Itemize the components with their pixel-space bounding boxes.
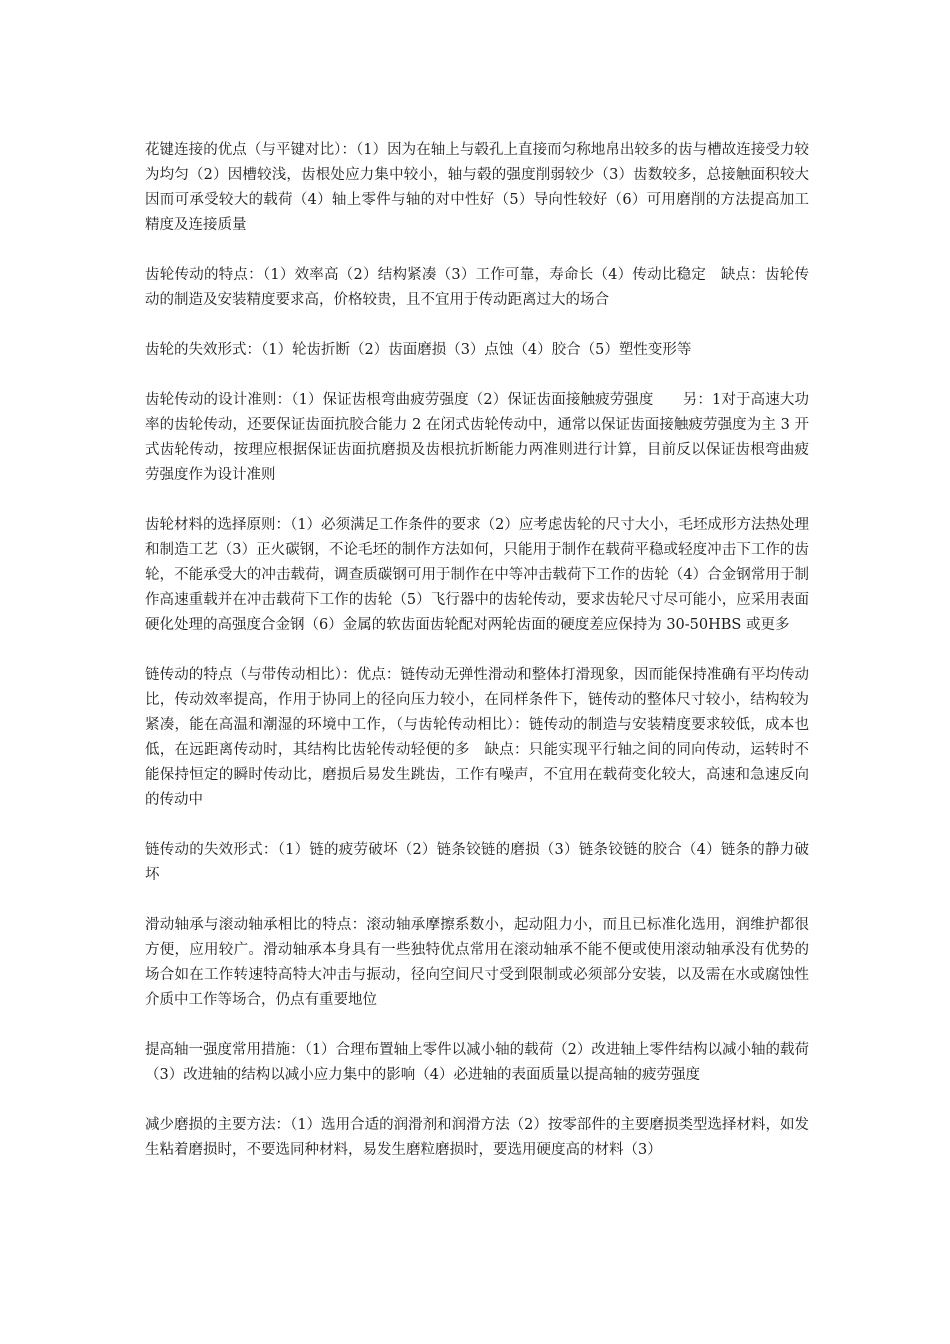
paragraph-bearing-comparison: 滑动轴承与滚动轴承相比的特点：滚动轴承摩擦系数小，起动阻力小，而且已标准化选用，润维护都很方便，应用较广。滑动轴承本身具有一些独特优点常用在滚动轴承不能不便或使用滚动轴承没有优势的场合如在工作转速特高特大冲击与振动，径向空间尺寸受到限制或必须部分安装，以及需在水或腐蚀性介质中工作等场合，仍点有重要地位 (145, 917, 809, 1008)
paragraph-gear-failure-modes: 齿轮的失效形式：（1）轮齿折断（2）齿面磨损（3）点蚀（4）胶合（5）塑性变形等 (145, 342, 692, 358)
paragraph-spline-advantages: 花键连接的优点（与平键对比）：（1）因为在轴上与毂孔上直接而匀称地帛出较多的齿与槽故连接受力较为均匀（2）因槽较浅，齿根处应力集中较小，轴与毂的强度削弱较少（3）齿数较多，总接触面积较大因而可承受较大的载荷（4）轴上零件与轴的对中性好（5）导向性较好（6）可用磨削的方法提高加工精度及连接质量 (145, 142, 809, 233)
paragraph-wear-reduction-methods: 减少磨损的主要方法：（1）选用合适的润滑剂和润滑方法（2）按零部件的主要磨损类型选择材料，如发生粘着磨损时，不要选同种材料，易发生磨粒磨损时，要选用硬度高的材料（3） (145, 1117, 809, 1158)
paragraph-gear-transmission-features: 齿轮传动的特点：（1）效率高（2）结构紧凑（3）工作可靠，寿命长（4）传动比稳定 缺点：齿轮传动的制造及安装精度要求高，价格较贵，且不宜用于传动距离过大的场合 (145, 267, 809, 308)
paragraph-gear-design-criteria: 齿轮传动的设计准则：（1）保证齿根弯曲疲劳强度（2）保证齿面接触疲劳强度 另：1对于高速大功率的齿轮传动，还要保证齿面抗胶合能力 2 在闭式齿轮传动中，通常以保证齿面接触疲劳强度为主 3 开式齿轮传动，按理应根据保证齿面抗磨损及齿根抗折断能力两准则进行计算，目前反以保证齿根弯曲疲劳强度作为设计准则 (145, 392, 809, 483)
document-body (145, 138, 809, 1188)
paragraph-shaft-strength-measures: 提高轴一强度常用措施：（1）合理布置轴上零件以减小轴的载荷（2）改进轴上零件结构以减小轴的载荷（3）改进轴的结构以减小应力集中的影响（4）必进轴的表面质量以提高轴的疲劳强度 (145, 1042, 809, 1083)
paragraph-chain-failure-modes: 链传动的失效形式：（1）链的疲劳破坏（2）链条铰链的磨损（3）链条铰链的胶合（4）链条的静力破坏 (145, 842, 809, 883)
paragraph-chain-transmission-features: 链传动的特点（与带传动相比）：优点：链传动无弹性滑动和整体打滑现象，因而能保持准确有平均传动比，传动效率提高，作用于协同上的径向压力较小，在同样条件下，链传动的整体尺寸较小，结构较为紧凑，能在高温和潮湿的环境中工作，（与齿轮传动相比）：链传动的制造与安装精度要求较低，成本也低，在远距离传动时，其结构比齿轮传动轻便的多 缺点：只能实现平行轴之间的同向传动，运转时不能保持恒定的瞬时传动比，磨损后易发生跳齿，工作有噪声，不宜用在载荷变化较大，高速和急速反向的传动中 (145, 667, 809, 808)
paragraph-gear-material-selection: 齿轮材料的选择原则：（1）必须满足工作条件的要求（2）应考虑齿轮的尺寸大小，毛坯成形方法热处理和制造工艺（3）正火碳钢，不论毛坯的制作方法如何，只能用于制作在载荷平稳或轻度冲击下工作的齿轮，不能承受大的冲击载荷，调查质碳钢可用于制作在中等冲击载荷下工作的齿轮（4）合金钢常用于制作高速重载并在冲击载荷下工作的齿轮（5）飞行器中的齿轮传动，要求齿轮尺寸尽可能小，应采用表面硬化处理的高强度合金钢（6）金属的软齿面齿轮配对两轮齿面的硬度差应保持为 30-50HBS 或更多 (145, 517, 809, 633)
